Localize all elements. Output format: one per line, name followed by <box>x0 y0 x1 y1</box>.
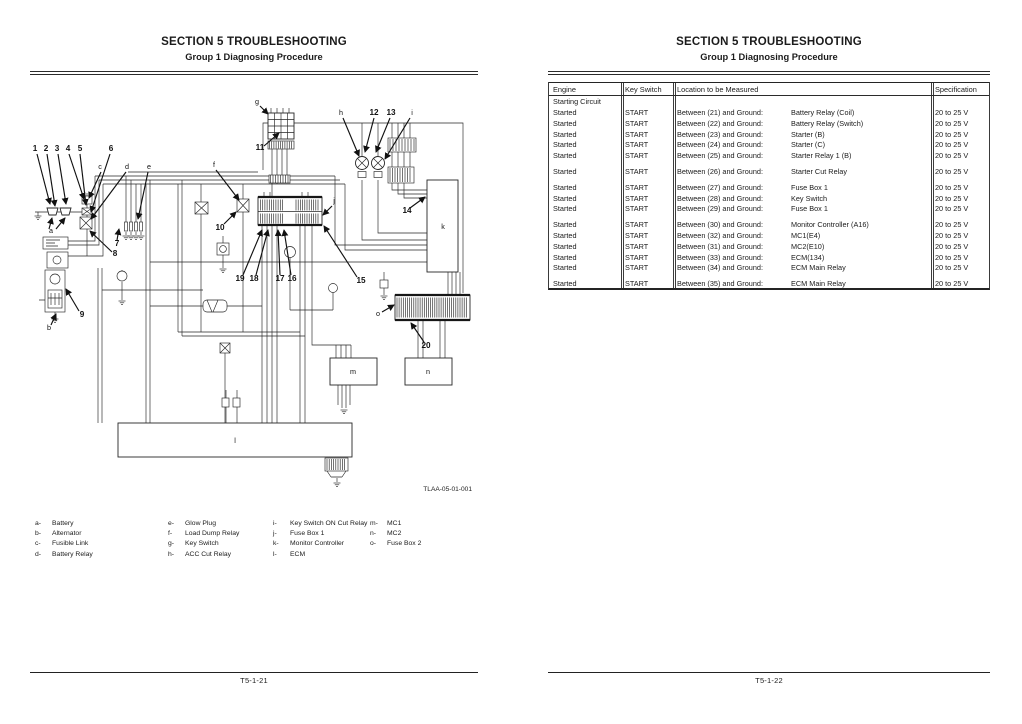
callout-n11: 11 <box>255 143 265 152</box>
cell-point: MC2(E10) <box>791 241 825 251</box>
table-section-row <box>549 96 989 108</box>
legend-label: Fusible Link <box>52 540 89 548</box>
cell-spec: 20 to 25 V <box>935 193 969 203</box>
legend-key: e- <box>168 520 175 527</box>
callout-lb: b <box>47 323 51 332</box>
callout-lf: f <box>213 160 215 169</box>
measurement-table <box>548 82 990 290</box>
legend-item <box>370 539 421 549</box>
cell-spec: 20 to 25 V <box>935 182 969 192</box>
section-label: Starting Circuit <box>553 97 601 106</box>
sensor-circle-3 <box>329 284 338 293</box>
legend-column <box>35 519 93 560</box>
legend-item <box>168 550 239 560</box>
legend-key: k- <box>273 540 279 548</box>
legend-column <box>370 519 421 550</box>
legend-label: Load Dump Relay <box>185 530 240 538</box>
legend-item <box>168 539 239 549</box>
legend-item <box>273 519 367 529</box>
legend-key: m- <box>370 520 378 527</box>
page-number: T5-1-22 <box>755 676 783 685</box>
legend-label: Monitor Controller <box>290 540 345 548</box>
callout-n14: 14 <box>402 206 412 215</box>
callout-arrow <box>216 170 239 200</box>
legend-key: l- <box>273 550 277 558</box>
cell-spec: 20 to 25 V <box>935 279 969 289</box>
callout-arrow <box>382 305 394 312</box>
cell-spec: 20 to 25 V <box>935 230 969 240</box>
legend-label: MC1 <box>387 520 402 527</box>
cell-key_switch: START <box>625 140 649 150</box>
figure-reference: TLAA-05-01-001 <box>423 486 472 493</box>
cell-point: ECM Main Relay <box>791 263 846 273</box>
callout-n2: 2 <box>43 144 49 153</box>
legend-key: g- <box>168 540 175 548</box>
legend-item <box>273 529 367 539</box>
table-group <box>549 279 989 290</box>
legend-item <box>273 539 367 549</box>
cell-key_switch: START <box>625 108 649 117</box>
callout-arrow <box>90 231 112 252</box>
page-right <box>511 0 1022 724</box>
on-cut-relay-circle <box>372 157 385 178</box>
load-dump-relay-box <box>237 199 249 212</box>
fuse-box-1-block <box>258 197 322 225</box>
callout-arrow <box>66 289 79 311</box>
legend-key: n- <box>370 530 377 538</box>
cell-between: Between (26) and Ground: <box>677 166 763 176</box>
alternator-block <box>45 270 65 312</box>
cell-spec: 20 to 25 V <box>935 118 969 128</box>
cell-engine: Started <box>553 193 577 203</box>
callout-ld: d <box>125 162 129 171</box>
callout-n7: 7 <box>114 239 120 248</box>
legend-label: Alternator <box>52 530 82 538</box>
callout-arrow <box>243 230 262 275</box>
cell-point: MC1(E4) <box>791 230 821 240</box>
cell-key_switch: START <box>625 151 649 161</box>
callout-n12: 12 <box>369 108 379 117</box>
cell-engine: Started <box>553 263 577 273</box>
cell-key_switch: START <box>625 129 649 139</box>
legend-key: d- <box>35 550 42 558</box>
callout-arrow <box>343 118 359 156</box>
right-page-header <box>548 36 990 62</box>
cell-engine: Started <box>553 252 577 262</box>
wiring-diagram <box>25 93 485 505</box>
table-row <box>549 253 989 264</box>
callout-ln: n <box>426 367 430 376</box>
cell-spec: 20 to 25 V <box>935 263 969 273</box>
callout-n8: 8 <box>112 249 118 258</box>
table-row <box>549 279 989 290</box>
legend-label: Key Switch ON Cut Relay <box>290 520 368 527</box>
table-row <box>549 108 989 119</box>
components <box>43 113 470 471</box>
sensor-circle-2 <box>117 271 127 281</box>
table-row <box>549 130 989 141</box>
legend-item <box>35 519 93 529</box>
table-row <box>549 167 989 178</box>
table-group <box>549 108 989 162</box>
callout-arrow <box>138 172 148 219</box>
cell-engine: Started <box>553 166 577 176</box>
cell-key_switch: START <box>625 279 649 289</box>
section-title: SECTION 5 TROUBLESHOOTING <box>676 36 862 48</box>
legend-key: i- <box>273 520 277 527</box>
table-row <box>549 140 989 151</box>
table-group <box>549 220 989 274</box>
cell-between: Between (23) and Ground: <box>677 129 763 139</box>
callout-arrow <box>260 106 268 114</box>
legend-label: Battery <box>52 520 74 527</box>
cell-engine: Started <box>553 204 577 214</box>
callout-lg: g <box>255 97 259 106</box>
cell-spec: 20 to 25 V <box>935 151 969 161</box>
header-location: Location to be Measured <box>677 85 759 94</box>
legend-item <box>35 539 93 549</box>
cell-key_switch: START <box>625 166 649 176</box>
legend-item <box>168 519 239 529</box>
callout-li: i <box>411 108 413 117</box>
cell-between: Between (27) and Ground: <box>677 182 763 192</box>
callout-arrow <box>224 212 236 224</box>
table-row <box>549 220 989 231</box>
cell-between: Between (24) and Ground: <box>677 140 763 150</box>
table-body <box>549 108 989 290</box>
callout-n3: 3 <box>54 144 60 153</box>
callout-n16: 16 <box>287 274 297 283</box>
table-row <box>549 119 989 130</box>
cell-spec: 20 to 25 V <box>935 108 969 117</box>
cell-key_switch: START <box>625 118 649 128</box>
callout-n19: 19 <box>235 274 245 283</box>
legend-item <box>168 529 239 539</box>
battery-terminals <box>47 208 71 215</box>
legend-label: Fuse Box 1 <box>290 530 325 538</box>
callout-le: e <box>147 162 151 171</box>
cell-engine: Started <box>553 182 577 192</box>
callout-arrow <box>324 226 357 277</box>
cell-point: Monitor Controller (A16) <box>791 220 869 230</box>
callout-arrow <box>410 197 425 208</box>
header-rule <box>30 71 478 75</box>
cell-between: Between (33) and Ground: <box>677 252 763 262</box>
cell-point: Key Switch <box>791 193 828 203</box>
cell-point: Fuse Box 1 <box>791 182 828 192</box>
cell-spec: 20 to 25 V <box>935 204 969 214</box>
footer-rule <box>30 672 478 673</box>
cell-key_switch: START <box>625 263 649 273</box>
legend <box>30 519 478 565</box>
cell-point: Starter (C) <box>791 140 826 150</box>
legend-label: ACC Cut Relay <box>185 550 232 558</box>
callout-arrow <box>51 314 56 325</box>
cell-engine: Started <box>553 108 577 117</box>
callout-la: a <box>49 226 53 235</box>
callout-lo: o <box>376 309 380 318</box>
cell-between: Between (22) and Ground: <box>677 118 763 128</box>
barrel-connector <box>203 300 227 312</box>
cell-key_switch: START <box>625 252 649 262</box>
legend-label: MC2 <box>387 530 402 538</box>
table-row <box>549 263 989 274</box>
header-specification: Specification <box>935 85 977 94</box>
table-row <box>549 204 989 215</box>
callout-n18: 18 <box>249 274 259 283</box>
callout-n5: 5 <box>77 144 83 153</box>
cell-engine: Started <box>553 140 577 150</box>
callout-n17: 17 <box>275 274 285 283</box>
callout-lh: h <box>339 108 343 117</box>
callout-arrow <box>69 154 84 199</box>
legend-item <box>370 529 421 539</box>
callout-n15: 15 <box>356 276 366 285</box>
footer-rule <box>548 672 990 673</box>
callout-lk: k <box>441 222 445 231</box>
cell-engine: Started <box>553 279 577 289</box>
legend-key: f- <box>168 530 173 538</box>
legend-column <box>273 519 367 560</box>
group-title: Group 1 Diagnosing Procedure <box>700 52 838 62</box>
cell-point: Starter Cut Relay <box>791 166 847 176</box>
cell-spec: 20 to 25 V <box>935 140 969 150</box>
cell-between: Between (31) and Ground: <box>677 241 763 251</box>
legend-item <box>273 550 367 560</box>
section-title: SECTION 5 TROUBLESHOOTING <box>161 36 347 48</box>
table-header-row <box>549 82 989 96</box>
table-row <box>549 231 989 242</box>
callout-n6: 6 <box>108 144 114 153</box>
cell-key_switch: START <box>625 182 649 192</box>
cell-between: Between (29) and Ground: <box>677 204 763 214</box>
legend-key: o- <box>370 540 377 548</box>
cell-engine: Started <box>553 151 577 161</box>
left-page-header <box>30 36 478 62</box>
legend-key: c- <box>35 540 41 548</box>
small-conn-1 <box>222 398 229 407</box>
callout-n20: 20 <box>421 341 431 350</box>
cell-spec: 20 to 25 V <box>935 252 969 262</box>
callout-n1: 1 <box>32 144 38 153</box>
cell-spec: 20 to 25 V <box>935 220 969 230</box>
callout-n10: 10 <box>215 223 225 232</box>
page-number: T5-1-21 <box>240 676 268 685</box>
cell-engine: Started <box>553 129 577 139</box>
table-group <box>549 167 989 178</box>
cell-between: Between (32) and Ground: <box>677 230 763 240</box>
cell-point: ECM(134) <box>791 252 825 262</box>
cell-spec: 20 to 25 V <box>935 166 969 176</box>
legend-item <box>35 550 93 560</box>
acc-relay-circle <box>356 157 369 178</box>
table-row <box>549 183 989 194</box>
sensor-circle-1 <box>285 247 296 258</box>
cell-engine: Started <box>553 241 577 251</box>
legend-key: h- <box>168 550 175 558</box>
header-engine: Engine <box>553 85 577 94</box>
cell-key_switch: START <box>625 193 649 203</box>
cell-between: Between (28) and Ground: <box>677 193 763 203</box>
cell-point: Starter Relay 1 (B) <box>791 151 852 161</box>
callout-n4: 4 <box>65 144 71 153</box>
group-title: Group 1 Diagnosing Procedure <box>185 52 323 62</box>
callout-lc: c <box>98 162 102 171</box>
legend-key: a- <box>35 520 42 527</box>
cell-point: Battery Relay (Coil) <box>791 108 855 117</box>
legend-item <box>35 529 93 539</box>
cell-key_switch: START <box>625 220 649 230</box>
glow-plug-bank <box>125 222 143 231</box>
legend-key: j- <box>273 530 277 538</box>
small-conn-2 <box>233 398 240 407</box>
cell-between: Between (25) and Ground: <box>677 151 763 161</box>
cell-point: ECM Main Relay <box>791 279 846 289</box>
callout-arrow <box>278 230 280 275</box>
legend-column <box>168 519 239 560</box>
connector-bank <box>269 175 290 183</box>
cell-spec: 20 to 25 V <box>935 241 969 251</box>
table-group <box>549 183 989 215</box>
table-row <box>549 242 989 253</box>
legend-label: ECM <box>290 550 306 558</box>
callout-arrow <box>323 206 332 215</box>
cell-between: Between (35) and Ground: <box>677 279 763 289</box>
cell-key_switch: START <box>625 241 649 251</box>
callout-arrow <box>411 323 424 342</box>
cell-point: Starter (B) <box>791 129 825 139</box>
cell-engine: Started <box>553 220 577 230</box>
legend-label: Key Switch <box>185 540 219 548</box>
legend-label: Battery Relay <box>52 550 93 558</box>
cell-engine: Started <box>553 118 577 128</box>
small-part-1 <box>380 280 388 288</box>
cell-engine: Started <box>553 230 577 240</box>
cell-spec: 20 to 25 V <box>935 129 969 139</box>
callout-n9: 9 <box>79 310 85 319</box>
cell-point: Fuse Box 1 <box>791 204 828 214</box>
cell-between: Between (30) and Ground: <box>677 220 763 230</box>
header-rule <box>548 71 990 75</box>
cell-between: Between (21) and Ground: <box>677 108 763 117</box>
table-row <box>549 194 989 205</box>
cell-between: Between (34) and Ground: <box>677 263 763 273</box>
legend-label: Fuse Box 2 <box>387 540 422 548</box>
legend-label: Glow Plug <box>185 520 216 527</box>
cell-key_switch: START <box>625 230 649 240</box>
cell-point: Battery Relay (Switch) <box>791 118 864 128</box>
legend-key: b- <box>35 530 42 538</box>
callout-n13: 13 <box>386 108 396 117</box>
header-key-switch: Key Switch <box>625 85 662 94</box>
callout-ll: l <box>234 436 236 445</box>
legend-item <box>370 519 421 529</box>
callout-lm: m <box>350 367 356 376</box>
cell-key_switch: START <box>625 204 649 214</box>
callout-lj: j <box>333 196 335 205</box>
callout-arrow <box>58 154 66 204</box>
callout-arrow <box>56 218 65 229</box>
table-row <box>549 151 989 162</box>
